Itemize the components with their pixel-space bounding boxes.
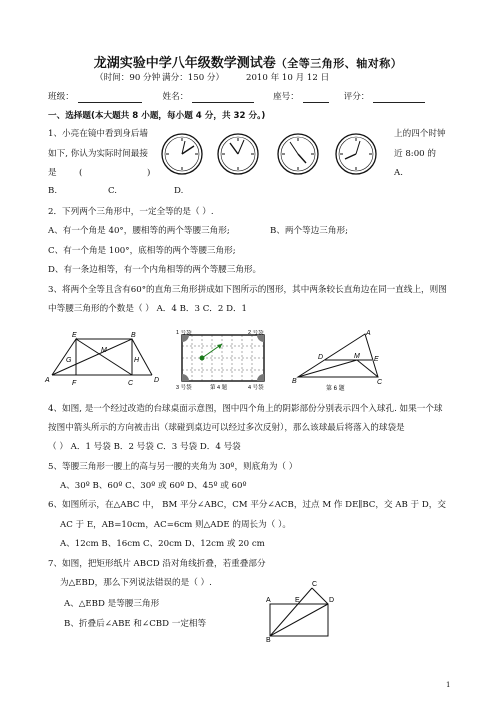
q1-line2-right: 近 8:00 的 xyxy=(394,149,436,159)
q2-stem: 2．下列两个三角形中，一定全等的是（ ）. xyxy=(48,207,214,217)
q6-line2: AC 于 E，AB=10cm，AC=6cm 则△ADE 的周长为（ ）。 xyxy=(60,520,291,530)
fig7-label: D xyxy=(329,597,335,604)
fig1-label: E xyxy=(72,332,77,339)
fig4-caption: 第 4 题 xyxy=(210,385,228,391)
section-heading: 一、选择题(本大题共 8 小题，每小题 4 分，共 32 分。) xyxy=(48,111,266,121)
q7-option-b: B、折叠后∠ABE 和∠CBD 一定相等 xyxy=(64,619,207,629)
fig1-label: M xyxy=(101,347,107,354)
q2-option-d: D、有一条边相等，有一个内角相等的两个等腰三角形。 xyxy=(48,265,262,275)
clock-icon xyxy=(218,134,258,174)
exam-score: 满分：150 分） xyxy=(162,73,225,83)
q1-option-a: A. xyxy=(394,168,403,178)
q6-options: A、12cm B、16cm C、20cm D、12cm 或 20 cm xyxy=(60,539,265,549)
q4-figure xyxy=(176,330,272,392)
fig6-label: E xyxy=(374,356,379,363)
fig1-label: C xyxy=(128,380,134,387)
q3-figure xyxy=(44,330,164,390)
q1-option-d: D. xyxy=(174,186,184,196)
exam-time: （时间：90 分钟 xyxy=(95,73,161,83)
q2-option-c: C、有一个角是 100°，底相等的两个等腰三角形; xyxy=(48,246,236,256)
clock-icon xyxy=(162,134,202,174)
class-field[interactable] xyxy=(78,93,142,103)
q3-line1: 3、将两个全等且含有60°的直角三角形拼成如下图所示的图形，其中两条较长直角边在同一直线上，则图 xyxy=(48,285,447,295)
fig1-label: F xyxy=(72,380,77,387)
fig1-label: H xyxy=(134,357,140,364)
q7-line1: 7、如图，把矩形纸片 ABCD 沿对角线折叠，若重叠部分 xyxy=(48,559,266,569)
title-paren: （全等三角形、轴对称） xyxy=(275,57,403,70)
q2-option-b: B、两个等边三角形; xyxy=(270,226,348,236)
fig1-label: A xyxy=(45,377,50,384)
page-title xyxy=(0,52,496,71)
q1-line3a: 是 xyxy=(48,168,57,178)
fig7-label: B xyxy=(266,637,271,642)
q4-line1: 4、如图, 是一个经过改造的台球桌面示意图，图中四个角上的阴影部份分别表示四个入球孔. 如果一个球 xyxy=(48,404,443,414)
q6-figure xyxy=(290,329,390,393)
class-label: 班级： xyxy=(48,92,74,102)
q1-line2: 如下, 你认为实际时间最接 xyxy=(48,149,148,159)
fig6-label: M xyxy=(354,353,360,360)
title-main: 龙湖实验中学八年级数学测试卷 xyxy=(93,56,276,71)
q7-option-a: A、△EBD 是等腰三角形 xyxy=(64,599,160,609)
fig6-label: A xyxy=(366,330,371,337)
fig7-label: E xyxy=(295,597,300,604)
q7-figure xyxy=(264,578,336,642)
q4-line2: 按图中箭头所示的方向被击出（球碰到桌边可以经过多次反射），那么该球最后将落入的球袋是 xyxy=(48,423,405,433)
score-label: 评分： xyxy=(343,92,370,102)
fig4-label: 1 号袋 xyxy=(176,330,192,336)
q1-line1-right: 上的四个时钟 xyxy=(394,129,446,139)
name-label: 姓名： xyxy=(162,92,189,102)
q1-option-b: B. xyxy=(48,186,58,196)
fig6-caption: 第 6 题 xyxy=(326,386,345,392)
q6-line1: 6、如图所示，在△ABC 中， BM 平分∠ABC，CM 平分∠ACB，过点 M 作 DE∥BC，交 AB 于 D，交 xyxy=(48,500,446,510)
q2-option-a: A、有一个角是 40°，腰相等的两个等腰三角形; xyxy=(48,226,230,236)
fig4-label: 2 号袋 xyxy=(248,330,264,336)
q1-line1: 1、小亮在镜中看到身后墙 xyxy=(48,129,148,139)
fig4-label: 3 号袋 xyxy=(176,385,192,391)
fig1-label: G xyxy=(66,357,72,364)
info-line xyxy=(48,92,429,103)
q4-line3: （ ） A．1 号袋 B．2 号袋 C．3 号袋 D．4 号袋 xyxy=(48,442,241,452)
fig7-label: C xyxy=(312,581,318,588)
q1-paren-open: ( xyxy=(79,168,83,178)
q5-stem: 5、等腰三角形一腰上的高与另一腰的夹角为 30º，则底角为（ ） xyxy=(48,462,298,472)
q3-line2: 中等腰三角形的个数是（ ） A．4 B．3 C．2 D．1 xyxy=(48,304,248,314)
name-field[interactable] xyxy=(192,93,254,103)
fig7-label: A xyxy=(266,597,271,604)
clocks-figure xyxy=(150,130,390,178)
fig1-label: D xyxy=(154,377,160,384)
exam-date: 2010 年 10 月 12 日 xyxy=(246,73,330,83)
seat-field[interactable] xyxy=(303,93,329,103)
clock-icon xyxy=(336,134,376,174)
q7-line2: 为△EBD，那么下列说法错误的是（ ）. xyxy=(60,578,212,588)
q1-paren-close: ) xyxy=(147,168,151,178)
q1-option-c: C. xyxy=(108,186,118,196)
fig4-label: 4 号袋 xyxy=(248,385,264,391)
fig1-label: B xyxy=(131,332,136,339)
fig6-label: C xyxy=(377,379,383,386)
fig6-label: B xyxy=(292,378,297,385)
fig6-label: D xyxy=(318,354,324,361)
page-number: 1 xyxy=(446,681,451,689)
q5-options: A、30º B、60º C、30º 或 60º D、45º 或 60º xyxy=(60,481,247,491)
score-field[interactable] xyxy=(373,93,425,103)
seat-label: 座号： xyxy=(273,92,299,102)
clock-icon xyxy=(278,134,318,174)
